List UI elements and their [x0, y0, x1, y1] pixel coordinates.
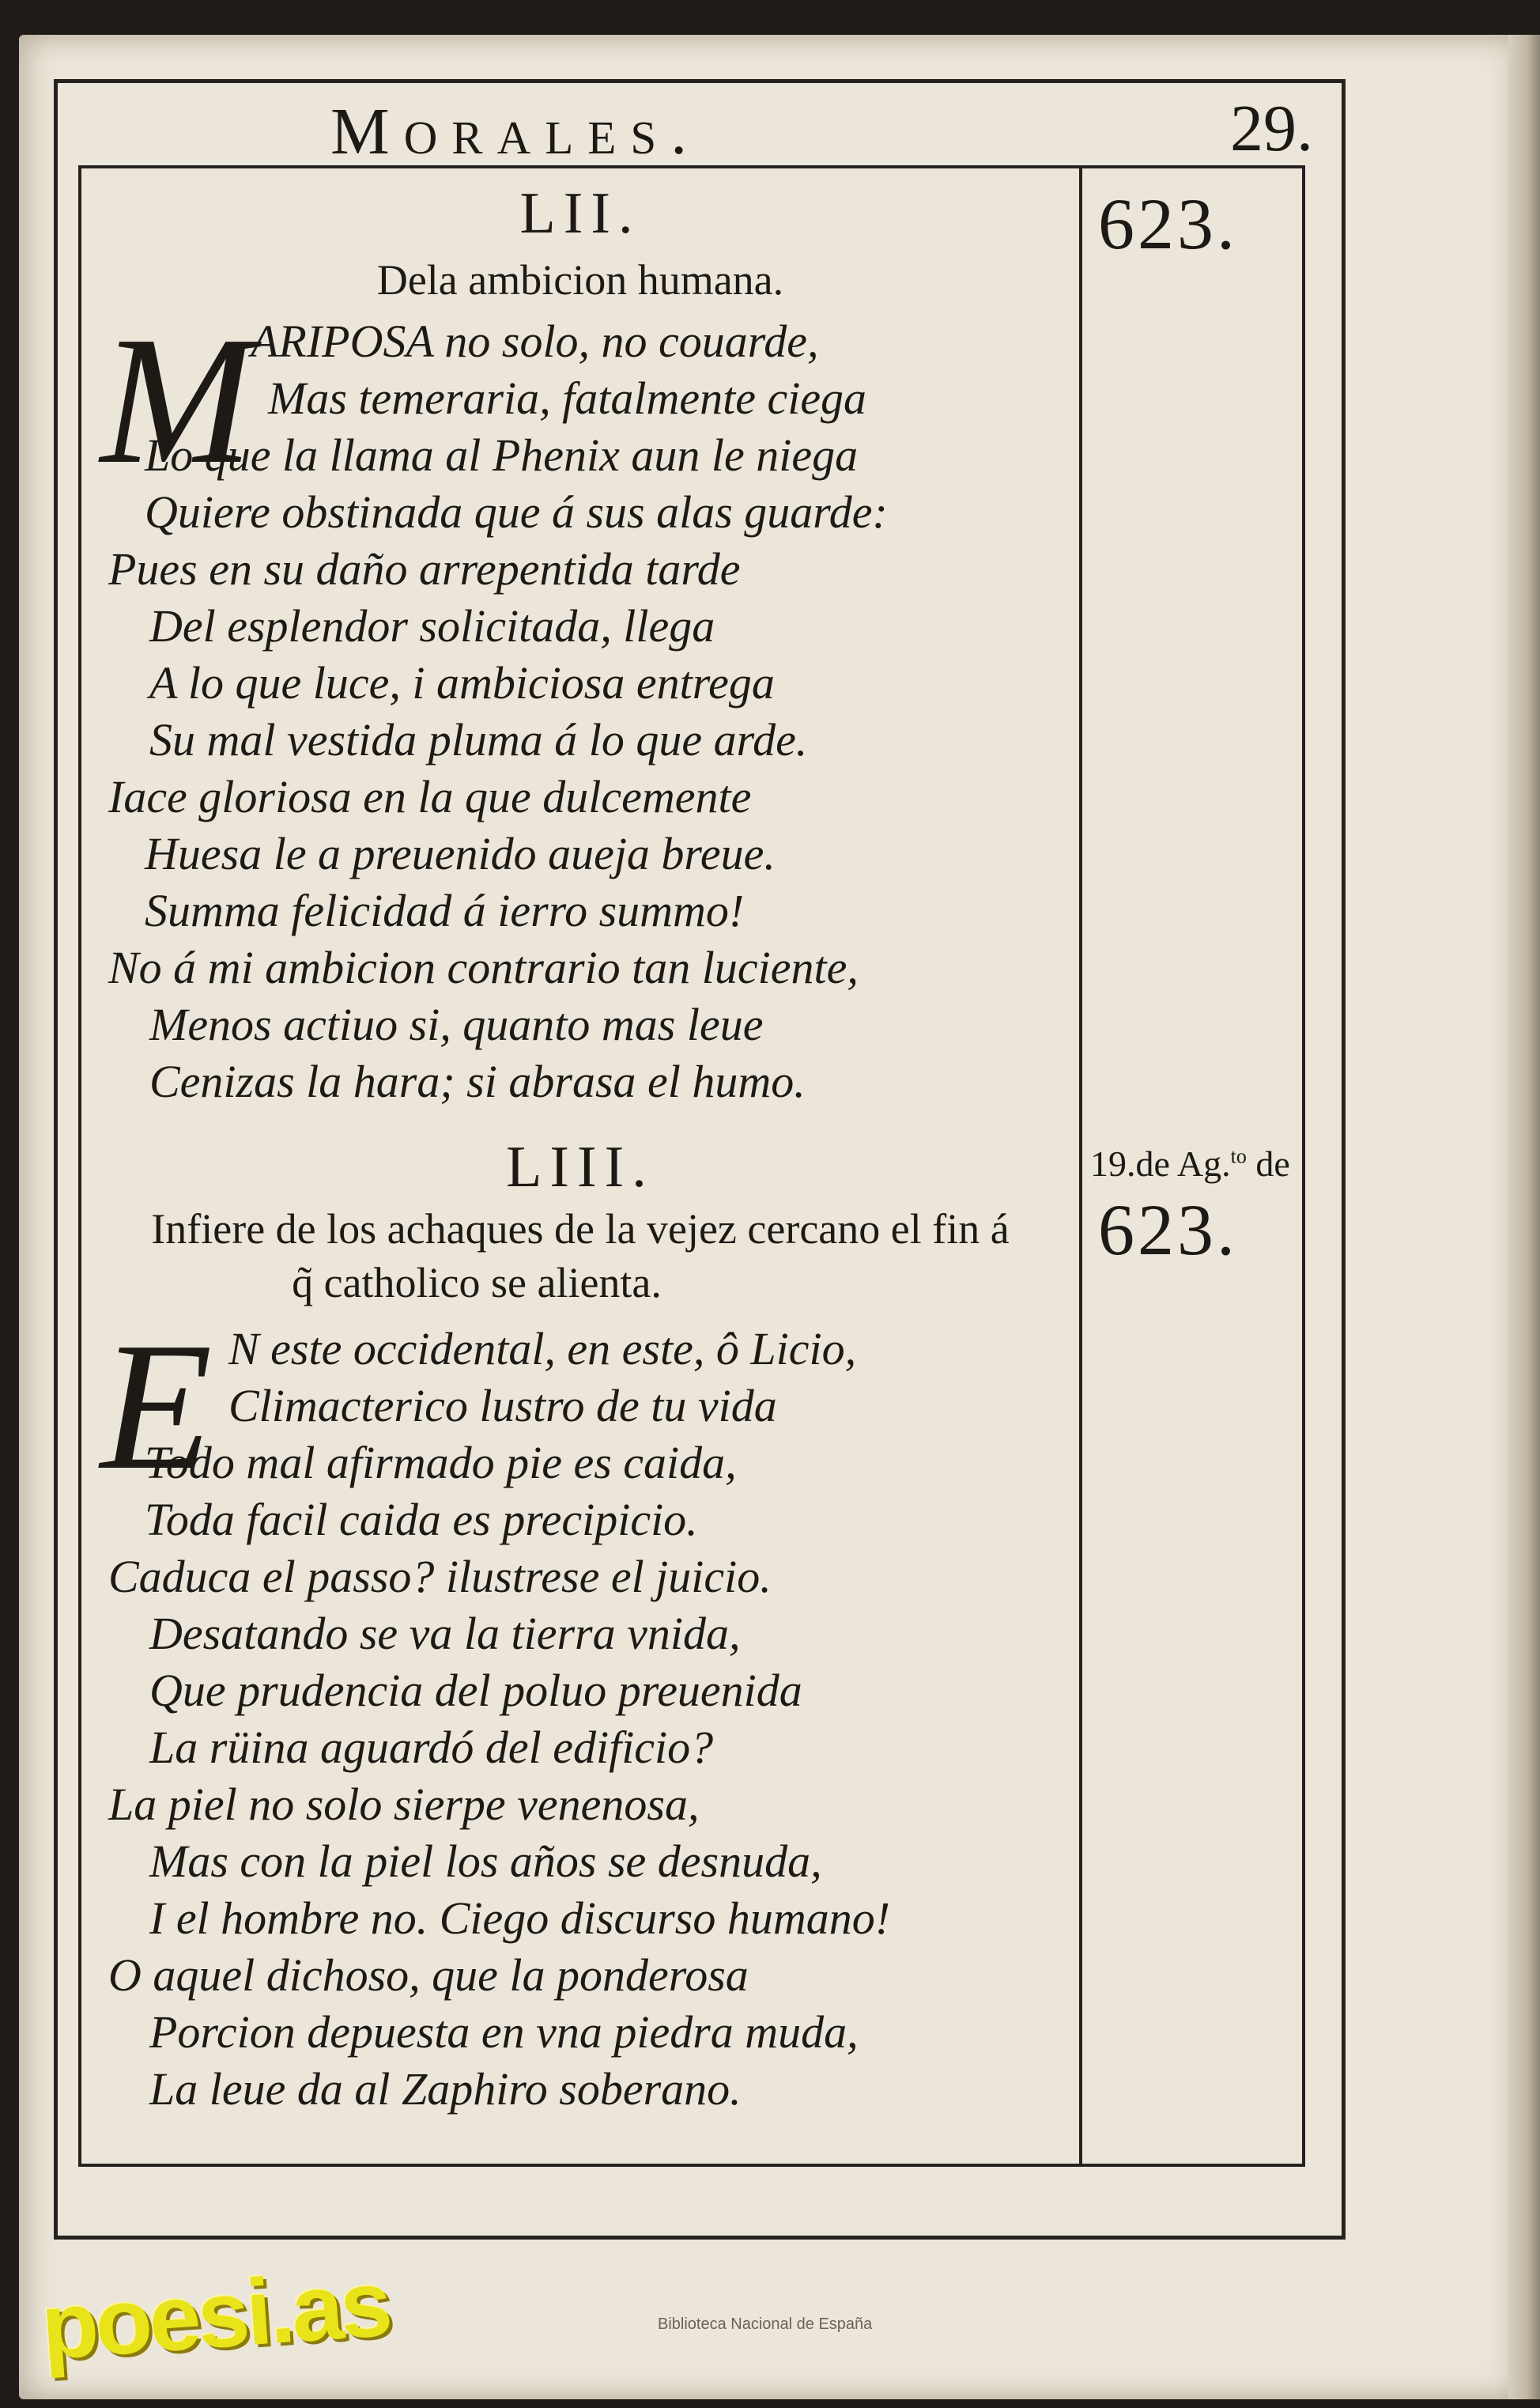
verse-line: La piel no solo sierpe venenosa, — [108, 1779, 700, 1830]
verse-line: Todo mal afirmado pie es caida, — [145, 1437, 737, 1488]
verse-line: Climacterico lustro de tu vida — [228, 1380, 777, 1431]
margin-date-note — [1090, 1146, 1290, 1182]
verse-line: Menos actiuo si, quanto mas leue — [149, 999, 764, 1050]
sonnet-title: Dela ambicion humana. — [376, 256, 784, 304]
verse-line: Porcion depuesta en vna piedra muda, — [149, 2006, 859, 2058]
drop-cap: M — [100, 299, 254, 502]
verse-line: Mas temeraria, fatalmente ciega — [268, 372, 867, 424]
margin-date-suffix: de — [1246, 1144, 1290, 1184]
sonnet-title: q̃ catholico se alienta. — [292, 1259, 662, 1306]
margin-year: 623. — [1098, 1189, 1238, 1270]
verse-line: ARIPOSA no solo, no couarde, — [251, 316, 819, 367]
sonnet-title: Infiere de los achaques de la vejez cercano el fin á — [151, 1205, 1010, 1253]
page-header — [58, 83, 1342, 168]
verse-line: No á mi ambicion contrario tan luciente, — [108, 942, 859, 993]
verse-line: Toda facil caida es precipicio. — [145, 1494, 698, 1545]
verse-line: O aquel dichoso, que la ponderosa — [108, 1949, 749, 2001]
verse-line: La leue da al Zaphiro soberano. — [149, 2063, 742, 2115]
running-head: Morales. — [330, 95, 702, 168]
sonnet-number: LII. — [519, 181, 641, 246]
text-frame — [78, 165, 1305, 2167]
margin-column — [1082, 168, 1302, 2164]
verse-line: Desatando se va la tierra vnida, — [149, 1608, 741, 1659]
verse-line: Del esplendor solicitada, llega — [149, 600, 715, 652]
site-watermark-logo: poesi.as — [37, 2251, 393, 2380]
verse-line: Huesa le a preuenido aueja breue. — [145, 828, 776, 879]
verse-line: Pues en su daño arrepentida tarde — [108, 543, 741, 595]
page-edge — [1508, 35, 1540, 2399]
verse-line: Caduca el passo? ilustrese el juicio. — [108, 1551, 772, 1602]
verse-line: Quiere obstinada que á sus alas guarde: — [145, 486, 888, 538]
sonnet-number: LIII. — [506, 1135, 655, 1200]
verse-line: Iace gloriosa en la que dulcemente — [108, 771, 752, 822]
verse-line: Su mal vestida pluma á lo que arde. — [149, 714, 808, 765]
verse-line: I el hombre no. Ciego discurso humano! — [149, 1892, 891, 1944]
verse-line: A lo que luce, i ambiciosa entrega — [149, 657, 775, 709]
margin-date-sup: to — [1230, 1144, 1247, 1168]
verse-line: Summa felicidad á ierro summo! — [145, 885, 745, 936]
verse-line: Que prudencia del poluo preuenida — [149, 1665, 802, 1716]
outer-frame — [54, 79, 1346, 2240]
main-text-column — [81, 168, 1079, 2164]
verse-line: Mas con la piel los años se desnuda, — [149, 1835, 822, 1887]
library-credit: Biblioteca Nacional de España — [658, 2315, 873, 2333]
margin-date-prefix: 19.de Ag. — [1090, 1144, 1231, 1184]
page-number: 29. — [1230, 92, 1313, 165]
verse-line: Cenizas la hara; si abrasa el humo. — [149, 1056, 806, 1107]
verse-line: Lo que la llama al Phenix aun le niega — [145, 429, 859, 481]
drop-cap: E — [100, 1305, 213, 1508]
verse-line: La rüina aguardó del edificio? — [149, 1722, 714, 1773]
verse-line: N este occidental, en este, ô Licio, — [228, 1323, 857, 1374]
margin-year: 623. — [1098, 183, 1238, 264]
